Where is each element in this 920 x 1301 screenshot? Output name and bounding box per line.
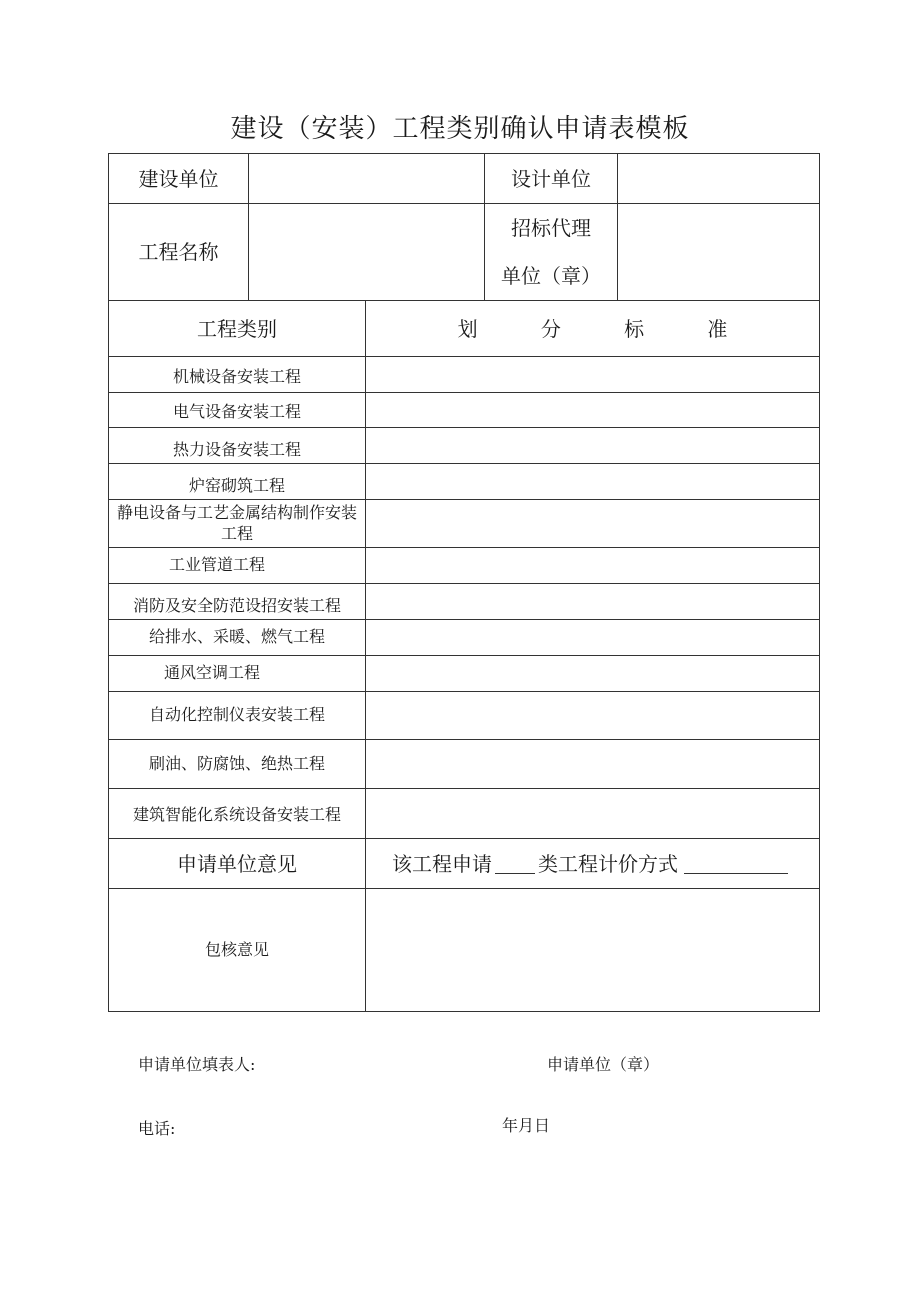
standard-input-cell[interactable] [366,464,819,499]
division-standard-header [366,301,819,356]
construction-unit-label: 建设单位 [138,166,219,191]
standard-input-cell[interactable] [366,656,819,691]
category-label: 静电设备与工艺金属结构制作安装工程 [116,502,357,543]
pricing-statement-part2: 类工程计价方式 [538,851,678,876]
project-name-label: 工程名称 [138,240,219,264]
category-label: 电气设备安装工程 [172,401,301,421]
category-label: 工业管道工程 [168,555,265,575]
standard-char: 准 [707,316,728,341]
review-opinion-label: 包核意见 [204,939,269,959]
category-label: 通风空调工程 [163,663,260,683]
tender-agency-label-line1: 招标代理 [511,216,591,240]
standard-input-cell[interactable] [366,740,819,788]
category-label: 刷油、防腐蚀、绝热工程 [148,753,325,773]
category-label: 自动化控制仪表安装工程 [148,705,325,725]
standard-char: 标 [624,316,645,341]
applicant-opinion-label: 申请单位意见 [177,851,297,876]
category-label: 炉窑砌筑工程 [188,476,285,496]
pricing-statement-part1: 该工程申请 [392,851,492,876]
category-label: 建筑智能化系统设备安装工程 [132,805,341,825]
standard-char: 划 [457,316,478,341]
standard-input-cell[interactable] [366,548,819,583]
applicant-seal-label: 申请单位（章） [547,1055,660,1074]
standard-input-cell[interactable] [366,584,819,619]
pricing-method-blank[interactable] [684,853,788,874]
standard-char: 分 [540,316,561,341]
tender-agency-label [485,204,617,300]
standard-input-cell[interactable] [366,357,819,392]
table-border-right [819,153,820,1012]
category-label: 消防及安全防范设招安装工程 [132,596,341,616]
project-type-header: 工程类别 [197,316,277,341]
standard-input-cell[interactable] [366,393,819,427]
form-filler-label: 申请单位填表人: [138,1055,256,1074]
category-blank[interactable] [495,853,535,874]
pricing-statement [366,839,819,888]
project-name-value[interactable] [249,204,484,300]
category-label: 给排水、采暖、燃气工程 [148,627,325,647]
category-label: 热力设备安装工程 [172,440,301,460]
design-unit-label: 设计单位 [511,166,591,191]
construction-unit-value[interactable] [249,154,484,203]
tender-agency-value[interactable] [618,204,819,300]
phone-label: 电话: [138,1119,176,1138]
table-border-bottom [108,1011,820,1012]
date-label: 年月日 [502,1116,551,1135]
standard-input-cell[interactable] [366,789,819,838]
design-unit-value[interactable] [618,154,819,203]
tender-agency-label-line2: 单位（章） [501,264,601,288]
standard-input-cell[interactable] [366,620,819,655]
standard-input-cell[interactable] [366,692,819,739]
standard-input-cell[interactable] [366,428,819,463]
standard-input-cell[interactable] [366,500,819,547]
review-opinion-value[interactable] [366,889,819,1011]
page-title: 建设（安装）工程类别确认申请表模板 [230,114,690,144]
category-label: 机械设备安装工程 [172,367,301,387]
